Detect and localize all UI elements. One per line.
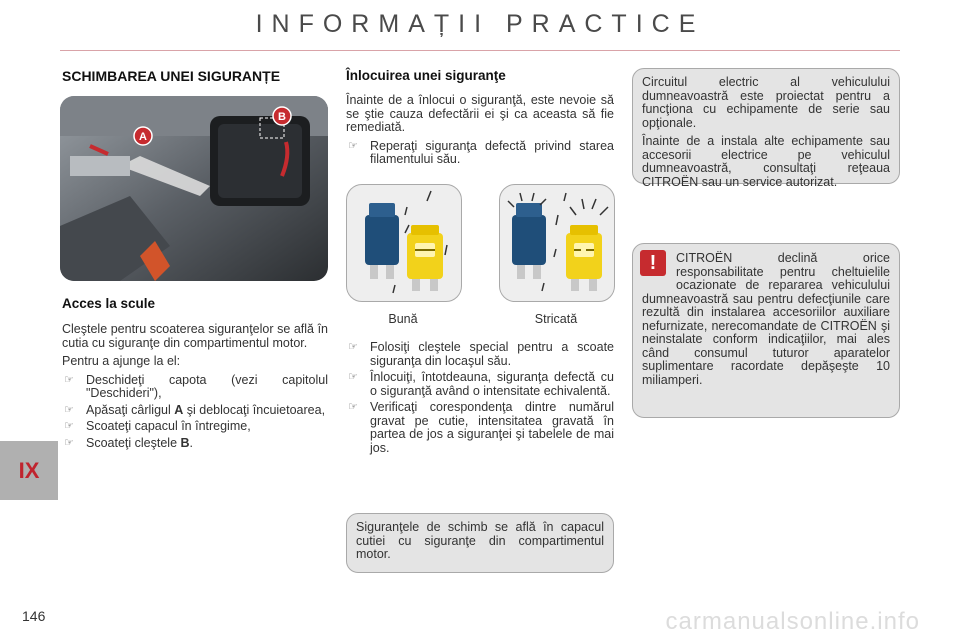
replace-paragraph: Înainte de a înlocui o siguranţă, este nevoie să se ştie cauza defectării ei şi ca aceasta să fie remediată. <box>346 93 614 134</box>
header-divider <box>60 50 900 51</box>
pointing-hand-icon: ☞ <box>64 373 74 386</box>
spare-fuses-text: Siguranţele de schimb se află în capacul cutiei cu siguranţe din compartimentul motor. <box>356 520 604 561</box>
fuse-bad-label: Stricată <box>534 312 578 326</box>
section-title: SCHIMBAREA UNEI SIGURANȚE <box>62 68 281 84</box>
access-paragraph: Cleştele pentru scoaterea siguranţelor se află în cutia cu siguranţe din compartimentul motor. <box>62 322 328 350</box>
fuse-good-icon <box>347 185 461 301</box>
page-title: INFORMAȚII PRACTICE <box>255 10 705 38</box>
replace-steps-top <box>346 140 614 167</box>
list-item: ☞ Înlocuiţi, întotdeauna, siguranţa defectă cu o siguranţă având o intensitate echivalentă. <box>348 370 614 398</box>
fuse-bad-icon <box>500 185 614 301</box>
pointing-hand-icon: ☞ <box>64 436 74 449</box>
fuse-good-illustration <box>346 184 462 302</box>
access-title: Acces la scule <box>62 296 156 311</box>
list-item: ☞ Scoateţi cleştele B. <box>64 435 194 450</box>
warning-text: CITROËN declină orice responsabilitate pentru cheltuielile ocazionate de repararea vehiculului dumneavoastră sau pentru defecţiunile care rezultă din instalarea accesoriilor auxiliare nefurnizate, nerecomandate de CITROËN şi neinstalate conform indicaţiilor, mai ales când consumul tuturor aparatelor suplimentare racordate depăşeşte 10 miliamperi. <box>642 251 890 387</box>
pointing-hand-icon: ☞ <box>348 341 358 353</box>
fuse-bad-illustration <box>499 184 615 302</box>
pointing-hand-icon: ☞ <box>348 401 358 413</box>
warning-box <box>632 243 900 418</box>
pointing-hand-icon: ☞ <box>348 139 358 152</box>
list-item: ☞ Folosiţi cleştele special pentru a scoate siguranţa din locaşul său. <box>348 340 614 368</box>
chapter-tab-label: IX <box>18 458 40 483</box>
replace-intro <box>346 94 614 170</box>
fuse-good-label: Bună <box>388 312 418 326</box>
info-box <box>632 68 900 189</box>
photo-label-a: A <box>139 131 147 143</box>
photo-label-b: B <box>278 111 286 123</box>
list-item: ☞ Verificaţi corespondenţa dintre numărul gravat pe cutie, intensitatea gravată în partea de jos a siguranţei şi tabelele de mai jos. <box>348 400 614 455</box>
replace-title: Înlocuirea unei siguranţe <box>346 68 506 83</box>
list-item: ☞ Scoateţi capacul în întregime, <box>64 419 251 433</box>
pointing-hand-icon: ☞ <box>64 403 74 416</box>
replace-steps-bottom <box>346 341 614 455</box>
pointing-hand-icon: ☞ <box>348 371 358 383</box>
replace-steps <box>346 341 614 458</box>
page-number: 146 <box>22 608 46 624</box>
engine-photo-illustration <box>60 96 328 281</box>
list-item: ☞ Reperaţi siguranţa defectă privind starea filamentului său. <box>348 138 614 166</box>
access-intro: Pentru a ajunge la el: <box>62 354 181 368</box>
access-section <box>62 296 328 453</box>
list-item: ☞ Deschideţi capota (vezi capitolul "Deschideri"), <box>64 372 328 400</box>
list-item: ☞ Apăsaţi cârligul A şi deblocaţi încuietoarea, <box>64 402 326 417</box>
spare-fuses-note <box>346 513 614 573</box>
watermark: carmanualsonline.info <box>665 608 920 635</box>
chapter-tab[interactable] <box>0 441 58 500</box>
access-steps <box>62 374 328 451</box>
engine-fusebox-photo <box>60 96 328 281</box>
info-paragraph-2: Înainte de a instala alte echipamente sau accesorii electrice pe vehiculul dumneavoastră, consultaţi reţeaua CITROËN sau un service autorizat. <box>642 134 890 189</box>
warning-icon: ! <box>640 250 666 276</box>
info-paragraph-1: Circuitul electric al vehiculului dumneavoastră este proiectat pentru a funcţiona cu echipamente de serie sau opţionale. <box>642 75 890 130</box>
pointing-hand-icon: ☞ <box>64 420 74 432</box>
